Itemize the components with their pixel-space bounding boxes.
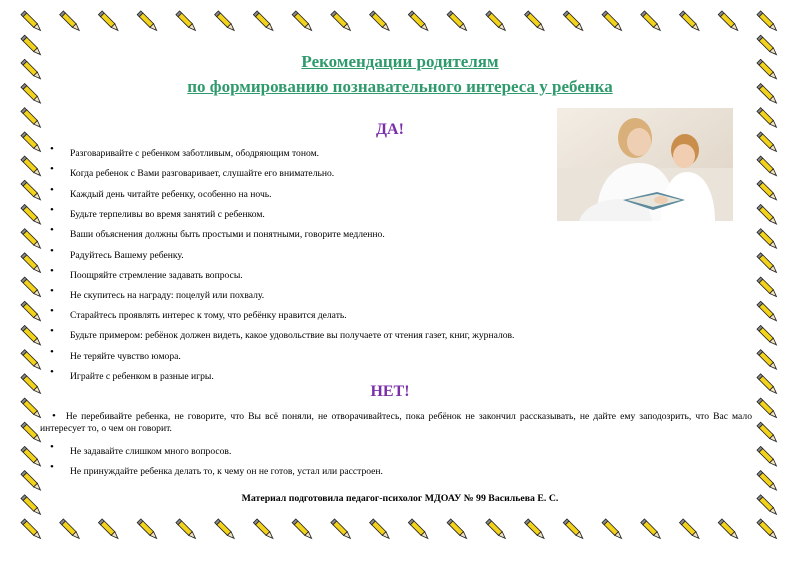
pencil-icon bbox=[757, 204, 778, 225]
pencil-icon bbox=[757, 277, 778, 298]
pencil-icon bbox=[718, 519, 739, 540]
mother-reading-photo bbox=[557, 108, 733, 221]
pencil-icon bbox=[331, 11, 352, 32]
pencil-icon bbox=[176, 11, 197, 32]
pencil-icon bbox=[215, 519, 236, 540]
bullet-icon: • bbox=[50, 441, 54, 453]
pencil-icon bbox=[757, 422, 778, 443]
pencil-icon bbox=[408, 519, 429, 540]
pencil-icon bbox=[21, 350, 42, 371]
bullet-icon: • bbox=[50, 224, 54, 236]
pencil-icon bbox=[21, 229, 42, 250]
bullet-icon: • bbox=[50, 325, 54, 337]
bullet-icon: • bbox=[50, 346, 54, 358]
pencil-icon bbox=[486, 11, 507, 32]
bullet-icon: • bbox=[50, 163, 54, 175]
pencil-icon bbox=[447, 519, 468, 540]
pencil-icon bbox=[757, 253, 778, 274]
pencil-icon bbox=[563, 519, 584, 540]
pencil-icon bbox=[757, 229, 778, 250]
pencil-icon bbox=[757, 471, 778, 492]
pencil-icon bbox=[21, 446, 42, 467]
pencil-icon bbox=[215, 11, 236, 32]
page-title-line1: Рекомендации родителям bbox=[301, 52, 499, 71]
pencil-icon bbox=[21, 156, 42, 177]
pencil-icon bbox=[757, 11, 778, 32]
pencil-icon bbox=[757, 350, 778, 371]
pencil-icon bbox=[486, 519, 507, 540]
pencil-icon bbox=[447, 11, 468, 32]
bullet-icon: • bbox=[52, 410, 56, 422]
pencil-icon bbox=[21, 301, 42, 322]
pencil-icon bbox=[679, 519, 700, 540]
pencil-icon bbox=[370, 519, 391, 540]
pencil-icon bbox=[757, 156, 778, 177]
pencil-icon bbox=[757, 398, 778, 419]
pencil-icon bbox=[98, 519, 119, 540]
pencil-icon bbox=[370, 11, 391, 32]
pencil-icon bbox=[21, 11, 42, 32]
pencil-icon bbox=[253, 519, 274, 540]
bullet-icon: • bbox=[50, 366, 54, 378]
pencil-icon bbox=[137, 519, 158, 540]
pencil-icon bbox=[60, 519, 81, 540]
bullet-icon: • bbox=[50, 143, 54, 155]
bullet-icon: • bbox=[50, 184, 54, 196]
pencil-icon bbox=[757, 180, 778, 201]
bullet-icon: • bbox=[50, 305, 54, 317]
pencil-icon bbox=[525, 519, 546, 540]
pencil-icon bbox=[21, 471, 42, 492]
yes-heading: ДА! bbox=[376, 121, 404, 138]
pencil-icon bbox=[679, 11, 700, 32]
pencil-icon bbox=[602, 11, 623, 32]
pencil-icon bbox=[641, 519, 662, 540]
pencil-icon bbox=[331, 519, 352, 540]
pencil-icon bbox=[21, 180, 42, 201]
pencil-icon bbox=[641, 11, 662, 32]
pencil-icon bbox=[525, 11, 546, 32]
page-title-line2: по формированию познавательного интереса у ребенка bbox=[187, 77, 613, 96]
pencil-icon bbox=[21, 253, 42, 274]
pencil-icon bbox=[757, 325, 778, 346]
pencil-icon bbox=[98, 11, 119, 32]
author-footer: Материал подготовила педагог-психолог МДОАУ № 99 Васильева Е. С. bbox=[241, 493, 559, 504]
pencil-icon bbox=[757, 446, 778, 467]
pencil-icon bbox=[21, 519, 42, 540]
pencil-icon bbox=[253, 11, 274, 32]
pencil-icon bbox=[757, 301, 778, 322]
bullet-icon: • bbox=[50, 461, 54, 473]
bullet-icon: • bbox=[50, 204, 54, 216]
bullet-icon: • bbox=[50, 285, 54, 297]
pencil-icon bbox=[292, 519, 313, 540]
pencil-icon bbox=[757, 519, 778, 540]
list-item: • Не перебивайте ребенка, не говорите, что Вы всё поняли, не отворачивайтесь, пока ребёнок не закончил рассказывать, не дайте ему заподозрить, что Вас мало интересует то, о чем он говорит. bbox=[40, 410, 752, 434]
pencil-icon bbox=[21, 277, 42, 298]
pencil-icon bbox=[21, 204, 42, 225]
pencil-icon bbox=[563, 11, 584, 32]
pencil-icon bbox=[718, 11, 739, 32]
pencil-icon bbox=[292, 11, 313, 32]
bullet-icon: • bbox=[50, 245, 54, 257]
bullet-icon: • bbox=[50, 265, 54, 277]
pencil-icon bbox=[408, 11, 429, 32]
pencil-icon bbox=[21, 325, 42, 346]
pencil-icon bbox=[176, 519, 197, 540]
no-heading: НЕТ! bbox=[370, 383, 410, 400]
pencil-icon bbox=[60, 11, 81, 32]
pencil-icon bbox=[602, 519, 623, 540]
pencil-icon bbox=[137, 11, 158, 32]
